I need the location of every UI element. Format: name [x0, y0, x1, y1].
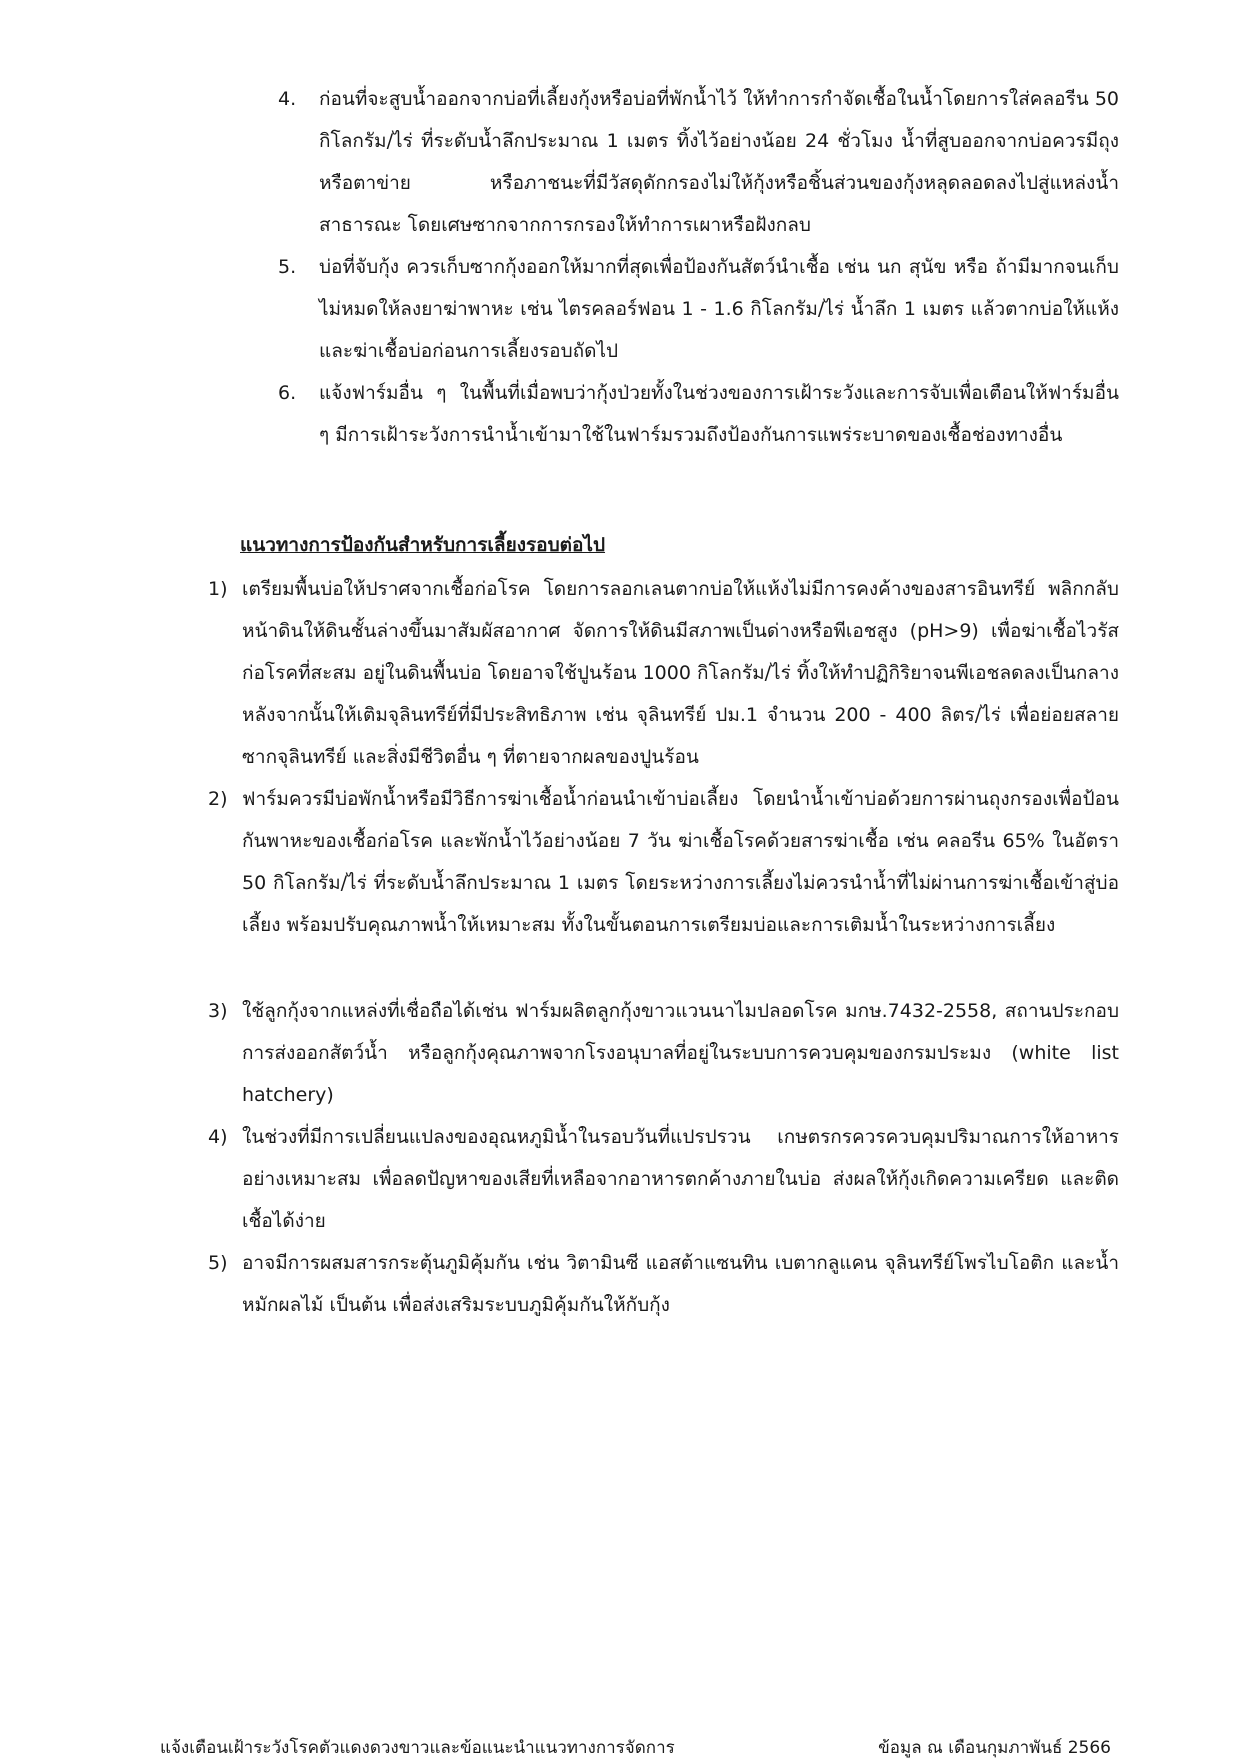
- list-item-text: บ่อที่จับกุ้ง ควรเก็บซากกุ้งออกให้มากที่สุดเพื่อป้องกันสัตว์นำเชื้อ เช่น นก สุนัข หรือ ถ้ามีมากจนเก็บไม่หมดให้ลงยาฆ่าพาหะ เช่น ไตรคลอร์ฟอน 1 - 1.6 กิโลกรัม/ไร่ น้ำลึก 1 เมตร แล้วตากบ่อให้แห้งและฆ่าเชื้อบ่อก่อนการเลี้ยงรอบถัดไป: [319, 256, 1119, 362]
- list-item-number: 2): [208, 788, 228, 810]
- footer-date: ข้อมูล ณ เดือนกุมภาพันธ์ 2566: [878, 1738, 1111, 1758]
- list-item-text: ก่อนที่จะสูบน้ำออกจากบ่อที่เลี้ยงกุ้งหรือบ่อที่พักน้ำไว้ ให้ทำการกำจัดเชื้อในน้ำโดยการใส่คลอรีน 50 กิโลกรัม/ไร่ ที่ระดับน้ำลึกประมาณ 1 เมตร ทิ้งไว้อย่างน้อย 24 ชั่วโมง น้ำที่สูบออกจากบ่อควรมีถุงหรือตาข่าย หรือภาชนะที่มีวัสดุดักกรองไม่ให้กุ้งหรือชิ้นส่วนของกุ้งหลุดลอดลงไปสู่แหล่งน้ำสาธารณะ โดยเศษซากจากการกรองให้ทำการเผาหรือฝังกลบ: [319, 88, 1119, 236]
- list-item: [0, 990, 1241, 1116]
- footer-title: แจ้งเตือนเฝ้าระวังโรคตัวแดงดวงขาวและข้อแนะนำแนวทางการจัดการ: [160, 1738, 675, 1758]
- list-item: [0, 1116, 1241, 1242]
- list-item: [0, 246, 1241, 372]
- list-item: [0, 372, 1241, 456]
- list-item: [0, 778, 1241, 946]
- list-item-number: 5): [208, 1252, 228, 1274]
- section-heading: แนวทางการป้องกันสำหรับการเลี้ยงรอบต่อไป: [240, 534, 606, 556]
- list-item: [0, 568, 1241, 778]
- list-item-number: 5.: [278, 256, 297, 278]
- list-item-number: 3): [208, 1000, 228, 1022]
- list-item: [0, 1242, 1241, 1326]
- list-item-text: ใช้ลูกกุ้งจากแหล่งที่เชื่อถือได้เช่น ฟาร์มผลิตลูกกุ้งขาวแวนนาไมปลอดโรค มกษ.7432-2558, สถานประกอบการส่งออกสัตว์น้ำ หรือลูกกุ้งคุณภาพจากโรงอนุบาลที่อยู่ในระบบการควบคุมของกรมประมง (white list hatchery): [242, 1000, 1119, 1106]
- list-item-text: อาจมีการผสมสารกระตุ้นภูมิคุ้มกัน เช่น วิตามินซี แอสต้าแซนทิน เบตากลูแคน จุลินทรีย์โพรไบโอติก และน้ำหมักผลไม้ เป็นต้น เพื่อส่งเสริมระบบภูมิคุ้มกันให้กับกุ้ง: [242, 1252, 1119, 1316]
- list-item-number: 4.: [278, 88, 297, 110]
- list-item-number: 1): [208, 578, 228, 600]
- list-item-number: 6.: [278, 382, 297, 404]
- list-item-text: แจ้งฟาร์มอื่น ๆ ในพื้นที่เมื่อพบว่ากุ้งป่วยทั้งในช่วงของการเฝ้าระวังและการจับเพื่อเตือนให้ฟาร์มอื่น ๆ มีการเฝ้าระวังการนำน้ำเข้ามาใช้ในฟาร์มรวมถึงป้องกันการแพร่ระบาดของเชื้อช่องทางอื่น: [319, 382, 1119, 446]
- list-item-text: ในช่วงที่มีการเปลี่ยนแปลงของอุณหภูมิน้ำในรอบวันที่แปรปรวน เกษตรกรควรควบคุมปริมาณการให้อาหารอย่างเหมาะสม เพื่อลดปัญหาของเสียที่เหลือจากอาหารตกค้างภายในบ่อ ส่งผลให้กุ้งเกิดความเครียด และติดเชื้อได้ง่าย: [242, 1126, 1119, 1232]
- list-item: [0, 78, 1241, 246]
- list-item-text: เตรียมพื้นบ่อให้ปราศจากเชื้อก่อโรค โดยการลอกเลนตากบ่อให้แห้งไม่มีการคงค้างของสารอินทรีย์ พลิกกลับหน้าดินให้ดินชั้นล่างขึ้นมาสัมผัสอากาศ จัดการให้ดินมีสภาพเป็นด่างหรือพีเอชสูง (pH>9) เพื่อฆ่าเชื้อไวรัสก่อโรคที่สะสม อยู่ในดินพื้นบ่อ โดยอาจใช้ปูนร้อน 1000 กิโลกรัม/ไร่ ทิ้งให้ทำปฏิกิริยาจนพีเอชลดลงเป็นกลาง หลังจากนั้นให้เติมจุลินทรีย์ที่มีประสิทธิภาพ เช่น จุลินทรีย์ ปม.1 จำนวน 200 - 400 ลิตร/ไร่ เพื่อย่อยสลายซากจุลินทรีย์ และสิ่งมีชีวิตอื่น ๆ ที่ตายจากผลของปูนร้อน: [242, 578, 1119, 768]
- list-item-number: 4): [208, 1126, 228, 1148]
- list-item-text: ฟาร์มควรมีบ่อพักน้ำหรือมีวิธีการฆ่าเชื้อน้ำก่อนนำเข้าบ่อเลี้ยง โดยนำน้ำเข้าบ่อด้วยการผ่านถุงกรองเพื่อป้อนกันพาหะของเชื้อก่อโรค และพักน้ำไว้อย่างน้อย 7 วัน ฆ่าเชื้อโรคด้วยสารฆ่าเชื้อ เช่น คลอรีน 65% ในอัตรา 50 กิโลกรัม/ไร่ ที่ระดับน้ำลึกประมาณ 1 เมตร โดยระหว่างการเลี้ยงไม่ควรนำน้ำที่ไม่ผ่านการฆ่าเชื้อเข้าสู่บ่อเลี้ยง พร้อมปรับคุณภาพน้ำให้เหมาะสม ทั้งในขั้นตอนการเตรียมบ่อและการเติมน้ำในระหว่างการเลี้ยง: [242, 788, 1119, 936]
